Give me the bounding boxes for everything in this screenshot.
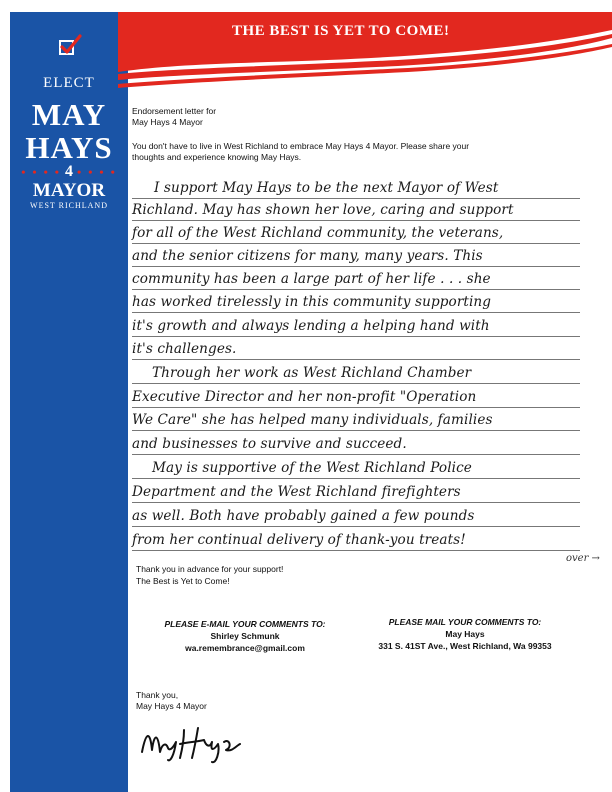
candidate-last-name: HAYS: [25, 130, 113, 165]
banner-slogan: THE BEST IS YET TO COME!: [232, 23, 450, 39]
checkbox-check-icon: [58, 34, 82, 56]
handwritten-line: and the senior citizens for many, many years. This: [132, 248, 483, 264]
handwritten-line: Executive Director and her non-profit "Operation: [132, 389, 477, 405]
handwritten-line: I support May Hays to be the next Mayor of West: [154, 180, 499, 196]
email-address[interactable]: wa.remembrance@gmail.com: [185, 643, 305, 653]
handwritten-line: Richland. May has shown her love, caring and support: [132, 202, 514, 218]
handwritten-line: May is supportive of the West Richland Police: [152, 460, 472, 476]
email-heading: PLEASE E-MAIL YOUR COMMENTS TO:: [164, 619, 326, 629]
number-four: 4: [65, 163, 73, 180]
email-contact-block: [150, 618, 340, 654]
handwritten-line: it's challenges.: [132, 341, 237, 357]
handwritten-line: it's growth and always lending a helping hand with: [132, 318, 490, 334]
city-label: WEST RICHLAND: [30, 201, 108, 210]
prompt-line-2: thoughts and experience knowing May Hays.: [132, 152, 302, 162]
thanks-line-2: The Best is Yet to Come!: [136, 576, 230, 586]
handwritten-line: and businesses to survive and succeed.: [132, 436, 407, 452]
mail-name: May Hays: [445, 629, 485, 639]
dots-left: • • • •: [21, 165, 61, 179]
signature-image: [140, 722, 250, 766]
thanks-line-1: Thank you in advance for your support!: [136, 564, 284, 574]
handwritten-line: community has been a large part of her life . . . she: [132, 271, 491, 287]
dots-right: • • • •: [77, 165, 117, 179]
intro-line-1: Endorsement letter for: [132, 106, 217, 116]
campaign-sidebar: [10, 12, 128, 792]
handwritten-line: from her continual delivery of thank-you treats!: [132, 532, 466, 548]
handwritten-line: We Care" she has helped many individuals, families: [132, 412, 493, 428]
handwritten-line: has worked tirelessly in this community supporting: [132, 294, 492, 310]
email-name: Shirley Schmunk: [210, 631, 280, 641]
mail-contact-block: [355, 616, 575, 652]
handwritten-line: Department and the West Richland firefighters: [132, 484, 461, 500]
over-note: over →: [566, 553, 600, 564]
office-label: MAYOR: [32, 180, 106, 201]
handwritten-line: Through her work as West Richland Chamber: [152, 365, 472, 381]
candidate-first-name: MAY: [31, 97, 107, 132]
number-row: [10, 163, 128, 181]
handwritten-line: for all of the West Richland community, the veterans,: [132, 225, 504, 241]
mail-heading: PLEASE MAIL YOUR COMMENTS TO:: [388, 617, 542, 627]
closing-line-1: Thank you,: [136, 690, 179, 700]
intro-line-2: May Hays 4 Mayor: [132, 117, 203, 127]
handwritten-line: as well. Both have probably gained a few pounds: [132, 508, 475, 524]
elect-label: ELECT: [43, 75, 95, 91]
closing-line-2: May Hays 4 Mayor: [136, 701, 207, 711]
mail-address: 331 S. 41ST Ave., West Richland, Wa 99353: [378, 641, 552, 651]
prompt-line-1: You don't have to live in West Richland to embrace May Hays 4 Mayor. Please share your: [132, 141, 470, 151]
